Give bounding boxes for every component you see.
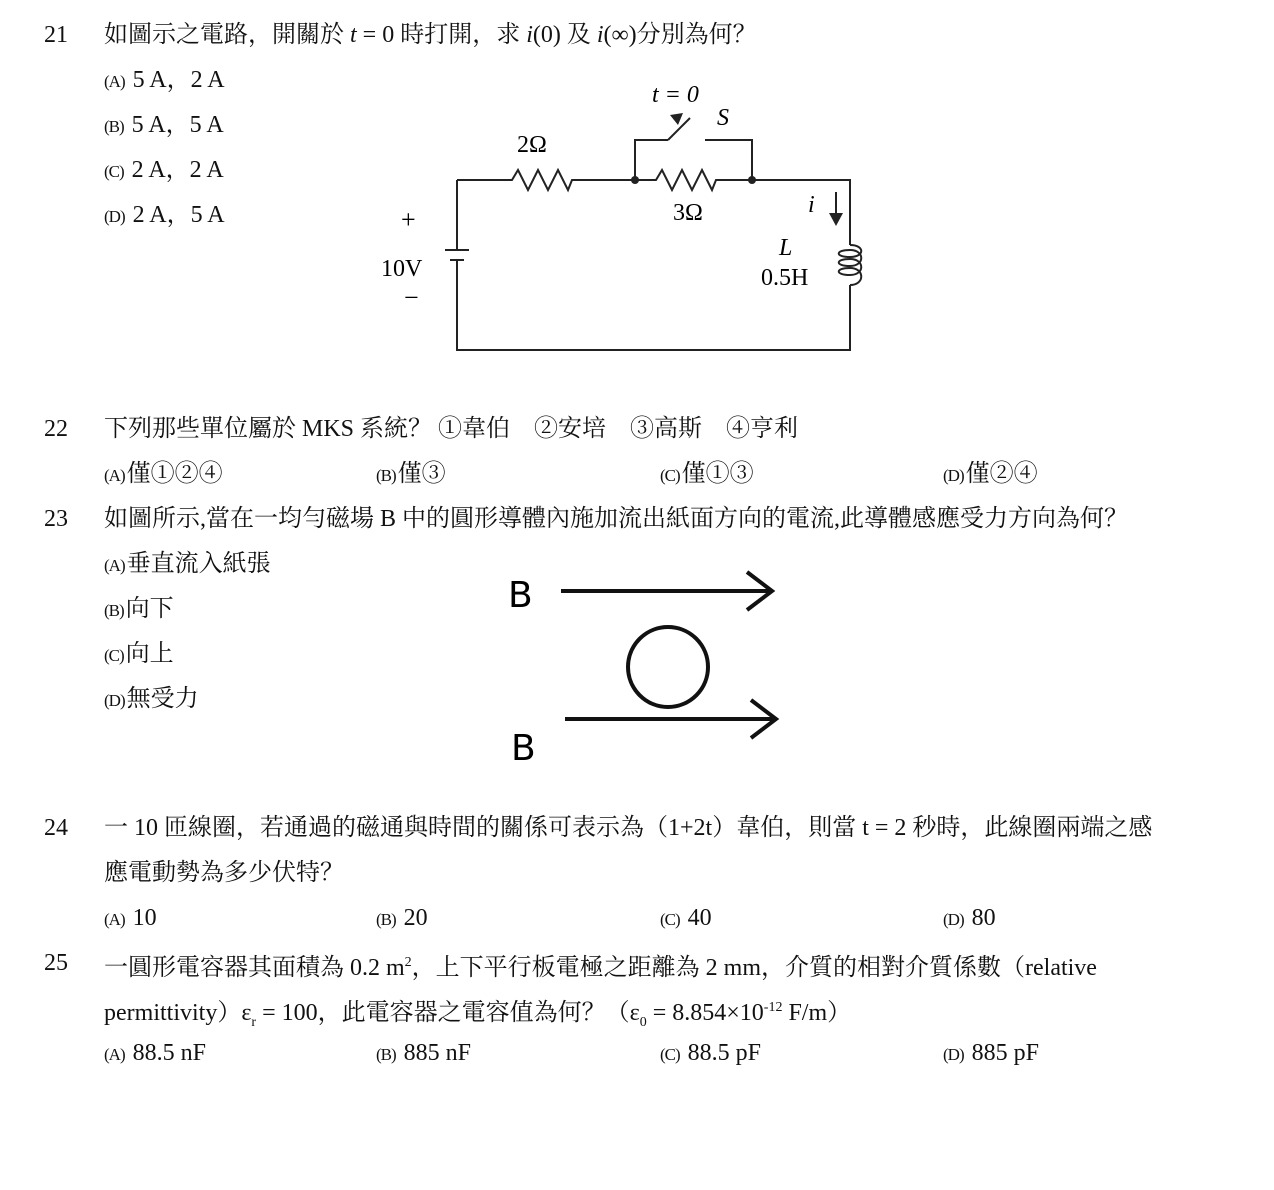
option-c[interactable]: (C) 88.5 pF	[660, 1040, 762, 1066]
resistor-2ohm-label: 2Ω	[517, 132, 547, 158]
inductor-value-label: 0.5H	[761, 265, 809, 291]
question-stem-line2: $permittivity)\varepsilon_r = 100$，此電容器之電容值為何？（$\varepsilon_0 = 8.854\times 10^{-12}$ F/m）	[104, 1000, 852, 1030]
question-stem-line2: 應電動勢為多少伏特？	[104, 860, 344, 886]
option-c[interactable]: (C)僅①③	[660, 461, 754, 487]
current-label: i	[808, 192, 815, 218]
question-number: 23	[44, 506, 68, 532]
switch-arrow-icon	[670, 113, 683, 125]
resistor-3ohm	[635, 170, 752, 190]
option-b[interactable]: (B)僅③	[376, 461, 446, 487]
junction-dot-left	[631, 176, 639, 184]
inductor-coil	[839, 245, 862, 285]
inductor-name-label: L	[779, 235, 793, 261]
option-a[interactable]: (A) 5 A，2 A	[104, 67, 225, 93]
circuit-diagram	[360, 70, 900, 370]
option-b[interactable]: (B) 5 A，5 A	[104, 112, 224, 138]
question-stem-line1: 一圓形電容器其面積為 0.2 $m^2$，上下平行板電極之距離為 2 mm，介質的相對介質係數（relative	[104, 955, 1097, 981]
option-d[interactable]: (D)無受力	[104, 686, 199, 712]
option-a[interactable]: (A) 10	[104, 905, 157, 931]
magnetic-field-figure	[495, 560, 795, 775]
option-a[interactable]: (A) 88.5 nF	[104, 1040, 206, 1066]
option-d[interactable]: (D) 885 pF	[943, 1040, 1039, 1066]
field-label-bottom: B	[511, 728, 536, 769]
source-plus-label: +	[401, 205, 416, 234]
source-voltage-label: 10V	[381, 256, 423, 282]
option-b[interactable]: (B)向下	[104, 596, 174, 622]
source-minus-label: −	[404, 283, 419, 312]
option-a[interactable]: (A)僅①②④	[104, 461, 223, 487]
switch-time-label: t = 0	[652, 82, 699, 108]
question-stem: 下列那些單位屬於 MKS 系統？ ①韋伯 ②安培 ③高斯 ④亨利	[104, 416, 799, 442]
option-c[interactable]: (C) 40	[660, 905, 712, 931]
option-a[interactable]: (A)垂直流入紙張	[104, 551, 271, 577]
option-c[interactable]: (C) 2 A，2 A	[104, 157, 224, 183]
option-d[interactable]: (D) 80	[943, 905, 996, 931]
circular-conductor	[628, 627, 708, 707]
question-number: 25	[44, 950, 68, 976]
current-arrow-icon	[829, 213, 843, 226]
option-b[interactable]: (B) 20	[376, 905, 428, 931]
question-stem-line1: 一 10 匝線圈，若通過的磁通與時間的關係可表示為（1+2t）韋伯，則當 t = 2 秒時，此線圈兩端之感	[104, 815, 1153, 841]
option-b[interactable]: (B) 885 nF	[376, 1040, 472, 1066]
question-number: 21	[44, 22, 68, 48]
field-label-top: B	[508, 575, 533, 616]
junction-dot-right	[748, 176, 756, 184]
wire-top	[457, 170, 635, 190]
option-d[interactable]: (D)僅②④	[943, 461, 1038, 487]
switch-name-label: S	[717, 105, 729, 131]
question-stem: 如圖示之電路，開關於 t = 0 時打開，求 i(0) 及 i(∞)分別為何？	[104, 22, 757, 48]
question-number: 24	[44, 815, 68, 841]
question-number: 22	[44, 416, 68, 442]
option-c[interactable]: (C)向上	[104, 641, 174, 667]
option-d[interactable]: (D) 2 A，5 A	[104, 202, 225, 228]
switch-branch	[635, 140, 752, 180]
question-stem: 如圖所示,當在一均勻磁場 B 中的圓形導體內施加流出紙面方向的電流,此導體感應受力方向為何？	[104, 506, 1129, 532]
resistor-3ohm-label: 3Ω	[673, 200, 703, 226]
